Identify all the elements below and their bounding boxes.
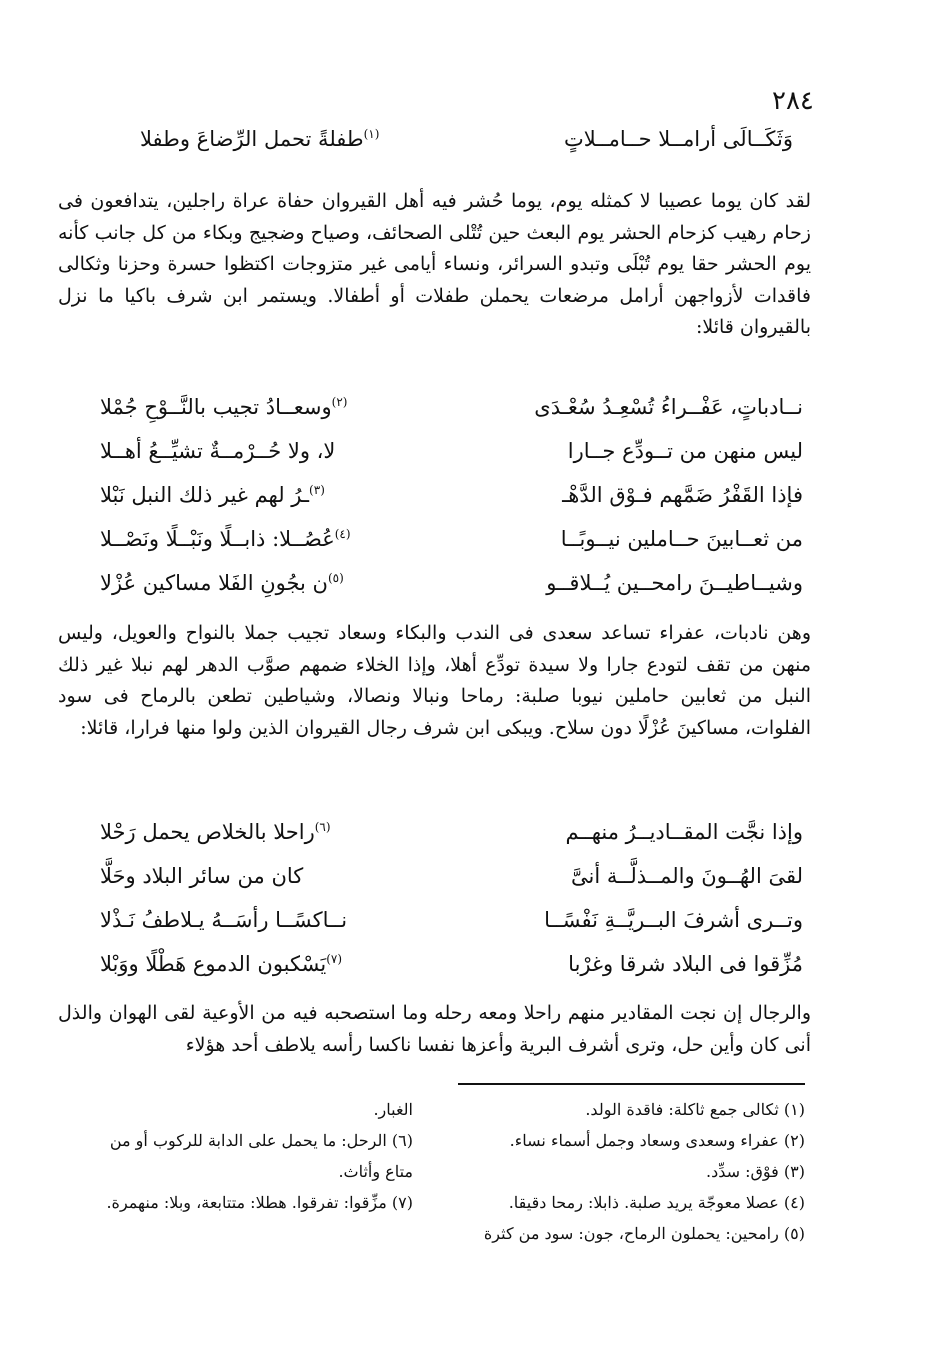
footnote-5-continued: الغبار.	[373, 1100, 413, 1119]
poem1-verse-1	[100, 387, 803, 427]
poem1-verse-2	[100, 431, 803, 471]
verse-second-hemistich: $^{(١)}$طفلةً تحمل الرِّضاعَ وطفلا	[140, 127, 380, 151]
paragraph-3: والرجال إن نجت المقادير منهم راحلا ومعه رحله وما استصحبه فيه من الأوعية لقى الهوان والذل أنى كان وأين حل، وترى أشرف البرية وأعزها نفسا ناكسا رأسه يلاطف أحد هؤلاء	[58, 1002, 811, 1056]
verse-second-hemistich: نــاكسًــا رأسَــهُ يـلاطفُ نَـذْلا	[100, 908, 348, 932]
paragraph-2: وهن نادبات، عفراء تساعد سعدى فى الندب والبكاء وسعاد تجيب جملا بالنواح والعويل، وليس منهن من تقف لتودع جارا ولا سيدة تودِّع أهلا، وإذا الخلاء ضمهم صوَّب الدهر لهم نبلا غير ذلك النبل من ثعابين حاملين نيوبا صلبة: رماحا ونبالا ونصالا، وشياطين تطعن بالرماح فى سود الفلوات، مساكينَ عُزْلًا دون سلاح. ويبكى ابن شرف رجال القيروان الذين ولوا منها فرارا، قائلا:	[58, 622, 811, 739]
footnote-6: (٦) الرحل: ما يحمل على الدابة للركوب أو من	[109, 1131, 413, 1150]
verse-first-hemistich: لقىَ الهُــونَ والمــذلَّــة أنىَّ	[570, 864, 803, 888]
footnote-1: (١) ثكالى جمع ثاكلة: فاقدة الولد.	[585, 1100, 805, 1119]
verse-first-hemistich: ليس منهن من تــودِّع جــارا	[567, 439, 803, 463]
verse-first-hemistich: وَثَكَــالَى أرامــلا حــامــلاتٍ	[564, 127, 793, 151]
footnote-3: (٣) فوْق: سدِّد.	[706, 1162, 805, 1181]
verse-first-hemistich: فإذا القَفْرُ ضَمَّهم فـوْق الدَّهْـ	[562, 483, 803, 507]
intro-verse	[100, 119, 803, 159]
poem2-verse-3	[100, 900, 803, 940]
poem2-verse-2	[100, 856, 803, 896]
verse-second-hemistich: $^{(٧)}$يَسْكبون الدموع هَطْلًا ووَبْلا	[100, 952, 343, 976]
verse-second-hemistich: $^{(٣)}$ـرُ لهم غير ذلك النبل نَبْلا	[100, 483, 325, 507]
footnote-7: (٧) مزِّقوا: تفرقوا. هطلا: متتابعة، وبلا: منهمرة.	[106, 1193, 413, 1212]
paragraph-1: لقد كان يوما عصيبا لا كمثله يوم، يوما حُشر فيه أهل القيروان حفاة عراة راجلين، يتدافعون فى زحام رهيب كزحام الحشر يوم البعث حين تُتْلى الصحائف، وصياح وضجيج وبكاء من كل جانب كأنه يوم الحشر حقا يوم تُبْلَى وتبدو السرائر، ونساء أيامى غير متزوجات اكتظوا حسرة وحزنا وثكالى فاقدات لأزواجهن أرامل مرضعات يحملن طفلات أو أطفالا. ويستمر ابن شرف باكيا ما نزل بالقيروان قائلا:	[58, 190, 811, 338]
poem2-verse-1	[100, 812, 803, 852]
footnote-ref: (٦)	[314, 820, 331, 834]
footnote-2: (٢) عفراء وسعدى وسعاد وجمل أسماء نساء.	[509, 1131, 805, 1150]
page-number: ٢٨٤	[772, 86, 814, 116]
verse-first-hemistich: وشيــاطيــنَ رامحــين يُــلاقــو	[546, 571, 803, 595]
verse-first-hemistich: وتــرى أشرفَ البــريَّــةِ نَفْسًــا	[544, 908, 803, 932]
poem1-verse-5	[100, 563, 803, 603]
footnote-ref: (٧)	[326, 952, 343, 966]
verse-second-hemistich: $^{(٤)}$عُصُــلا: ذابــلًا ونَبْــلًا ونَصْــلا	[100, 527, 351, 551]
verse-first-hemistich: وإذا نجَّت المقــاديــرُ منهــم	[565, 820, 803, 844]
verse-second-hemistich: لا، ولا حُــرْمــةٌ تشيِّــعُ أهــلا	[100, 439, 336, 463]
footnote-separator	[458, 1083, 805, 1085]
footnote-ref: (٢)	[331, 395, 348, 409]
footnote-6-continued: متاع وأثاث.	[338, 1162, 413, 1181]
footnote-ref: (٣)	[309, 483, 325, 497]
verse-first-hemistich: من ثعــابينَ حــاملين نيــوبًــا	[560, 527, 803, 551]
footnote-4: (٤) عصلا معوجّة يريد صلبة. ذابلا: رمحا دقيقا.	[508, 1193, 805, 1212]
verse-second-hemistich: $^{(٢)}$وسعــادُ تجيب بالنَّــوْحِ جُمْلا	[100, 395, 348, 419]
footnote-5: (٥) رامحين: يحملون الرماح، جون: سود من كثرة	[483, 1224, 805, 1243]
verse-second-hemistich: $^{(٥)}$ن بجُونِ الفَلا مساكين عُزْلا	[100, 571, 344, 595]
footnotes-left-column	[58, 1094, 413, 1218]
footnote-ref: (١)	[363, 127, 380, 141]
footnotes-right-column	[458, 1094, 805, 1249]
verse-second-hemistich: $^{(٦)}$راحلا بالخلاص يحمل رَحْلا	[100, 820, 331, 844]
footnote-ref: (٤)	[334, 527, 351, 541]
footnote-ref: (٥)	[327, 571, 344, 585]
poem2-verse-4	[100, 944, 803, 984]
verse-first-hemistich: نــادباتٍ، عَفْــراءُ تُسْعِـدُ سُعْـدَى	[534, 395, 803, 419]
verse-second-hemistich: كان من سائر البلاد وحَلَّا	[100, 864, 304, 888]
poem1-verse-3	[100, 475, 803, 515]
poem1-verse-4	[100, 519, 803, 559]
verse-first-hemistich: مُزِّقوا فى البلاد شرقا وغرْبا	[568, 952, 803, 976]
